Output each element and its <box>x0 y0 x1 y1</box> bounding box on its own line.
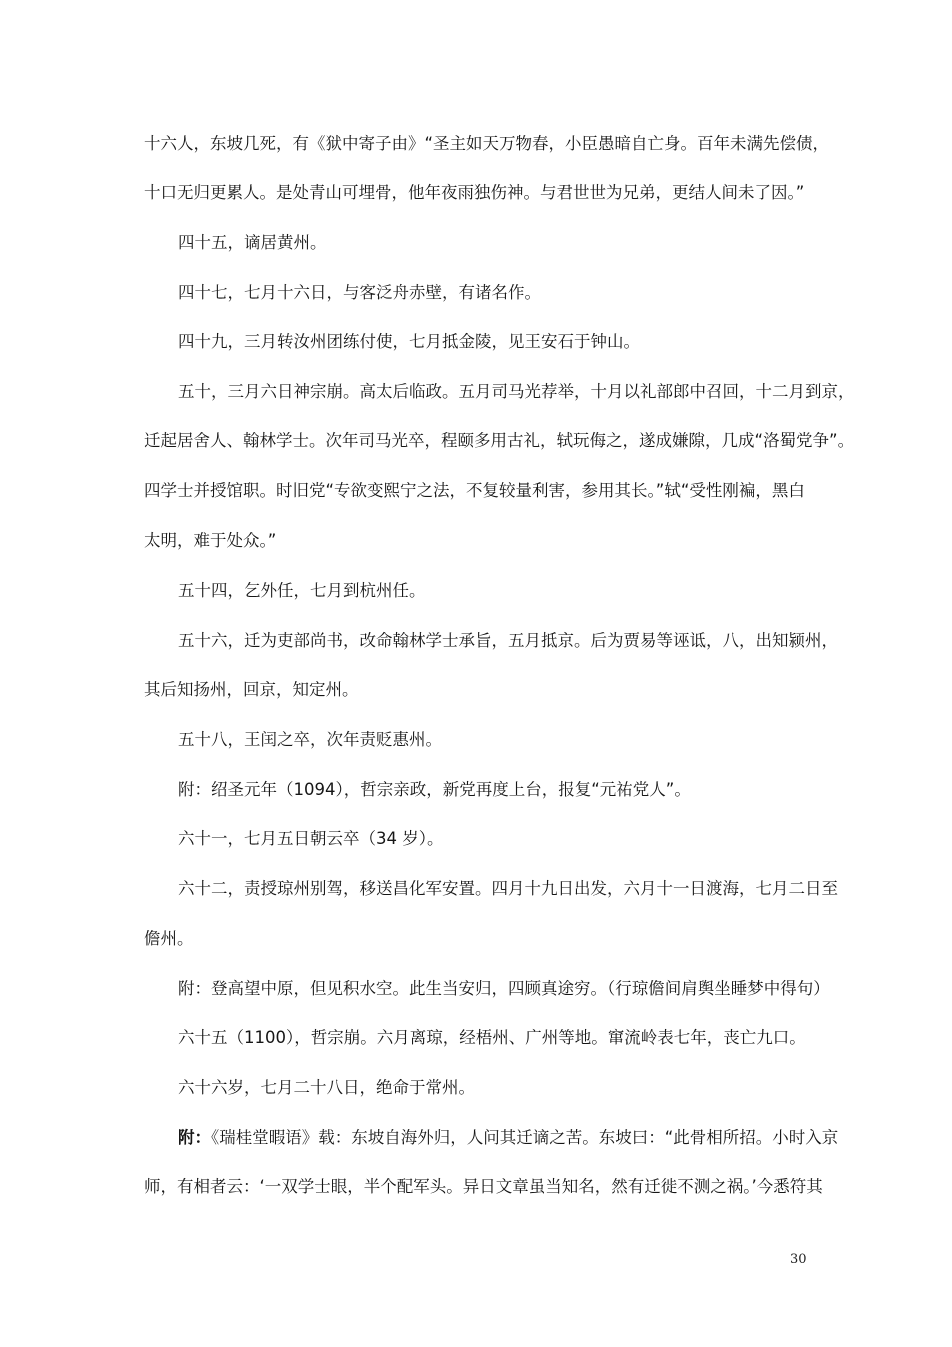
paragraph-line: 四十九，三月转汝州团练付使，七月抵金陵，见王安石于钟山。 <box>178 332 640 351</box>
paragraph-line: 四十七，七月十六日，与客泛舟赤壁，有诸名作。 <box>178 283 541 302</box>
paragraph-line: 六十六岁，七月二十八日，绝命于常州。 <box>178 1078 475 1097</box>
note-label: 附： <box>178 1128 211 1147</box>
paragraph-line: 六十二，责授琼州别驾，移送昌化军安置。四月十九日出发，六月十一日渡海，七月二日至 <box>178 879 838 898</box>
paragraph-line <box>178 1126 860 1150</box>
paragraph-line: 十六人，东坡几死，有《狱中寄子由》“圣主如天万物春，小臣愚暗自亡身。百年未满先偿债， <box>144 134 830 153</box>
paragraph-line: 五十四，乞外任，七月到杭州任。 <box>178 581 426 600</box>
paragraph-line: 四十五，谪居黄州。 <box>178 233 327 252</box>
paragraph-line: 六十五（1100），哲宗崩。六月离琼，经梧州、广州等地。窜流岭表七年，丧亡九口。 <box>178 1028 806 1047</box>
page-number: 30 <box>790 1252 807 1267</box>
note-text: 《瑞桂堂暇语》载：东坡自海外归，人问其迁谪之苦。东坡曰：“此骨相所招。小时入京 <box>211 1128 839 1147</box>
paragraph-line: 五十八，王闰之卒，次年责贬惠州。 <box>178 730 442 749</box>
paragraph-line: 其后知扬州，回京，知定州。 <box>144 680 359 699</box>
paragraph-line: 六十一，七月五日朝云卒（34 岁）。 <box>178 829 444 848</box>
paragraph-line: 师，有相者云：‘一双学士眼，半个配军头。异日文章虽当知名，然有迁徙不测之祸。’今悉符其 <box>144 1177 823 1196</box>
paragraph-line: 五十六，迁为吏部尚书，改命翰林学士承旨，五月抵京。后为贾易等诬诋，八，出知颍州， <box>178 631 838 650</box>
paragraph-line: 儋州。 <box>144 929 194 948</box>
paragraph-line: 五十，三月六日神宗崩。高太后临政。五月司马光荐举，十月以礼部郎中召回，十二月到京， <box>178 382 855 401</box>
paragraph-line: 太明，难于处众。” <box>144 531 277 550</box>
paragraph-line: 附：绍圣元年（1094），哲宗亲政，新党再度上台，报复“元祐党人”。 <box>178 780 691 799</box>
paragraph-line: 附：登高望中原，但见积水空。此生当安归，四顾真途穷。（行琼儋间肩舆坐睡梦中得句） <box>178 979 830 998</box>
paragraph-line: 迁起居舍人、翰林学士。次年司马光卒，程颐多用古礼，轼玩侮之，遂成嫌隙，几成“洛蜀党争”。 <box>144 431 855 450</box>
paragraph-line: 十口无归更累人。是处青山可埋骨，他年夜雨独伤神。与君世世为兄弟，更结人间未了因。” <box>144 183 805 202</box>
paragraph-line: 四学士并授馆职。时旧党“专欲变熙宁之法，不复较量利害，参用其长。”轼“受性刚褊，黑白 <box>144 481 805 500</box>
